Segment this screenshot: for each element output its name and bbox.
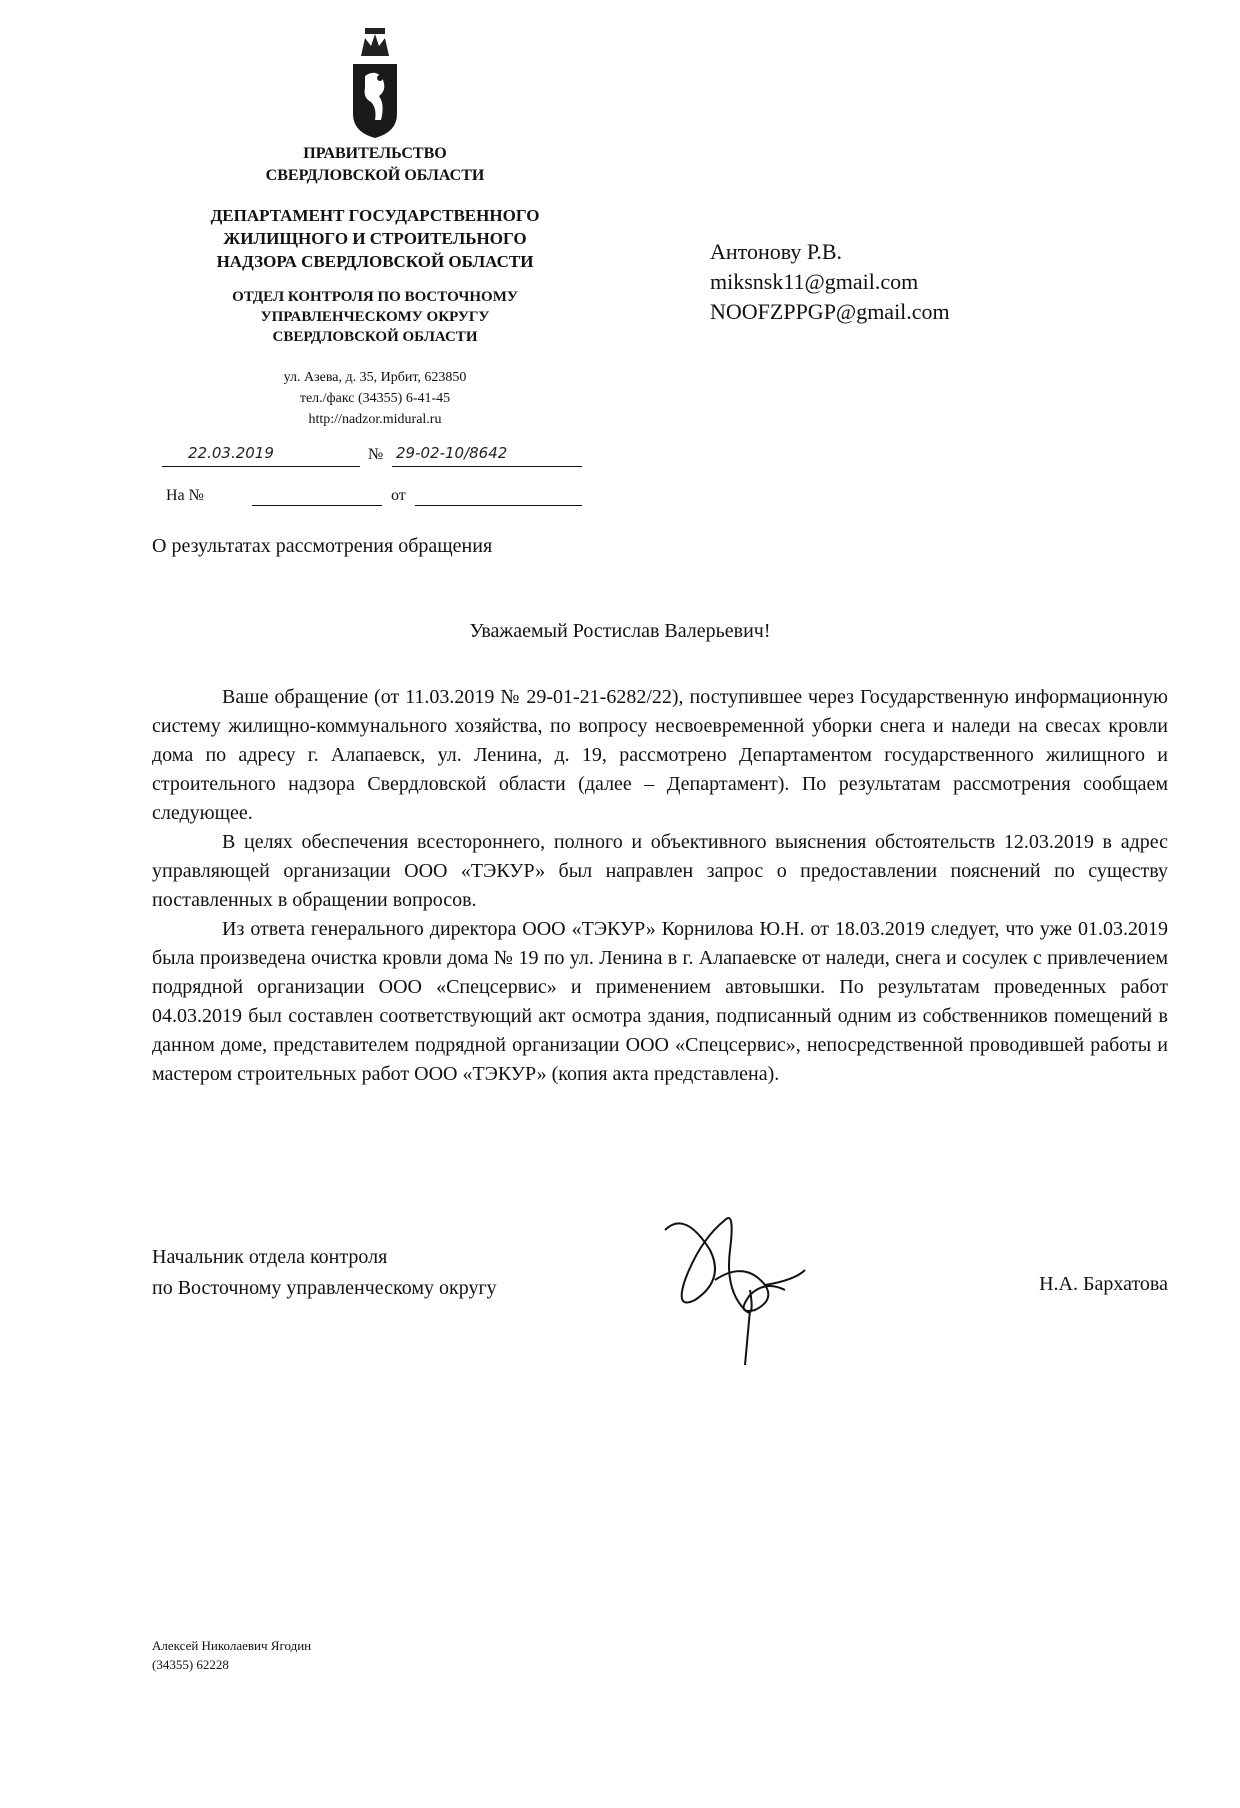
from-label: от <box>391 487 406 504</box>
addressee-block <box>710 237 950 327</box>
signer-position <box>152 1242 497 1304</box>
addressee-name: Антонову Р.В. <box>710 239 843 264</box>
division-line: СВЕРДЛОВСКОЙ ОБЛАСТИ <box>272 329 478 345</box>
department-name <box>150 204 600 273</box>
registration-number: 29-02-10/8642 <box>396 444 508 462</box>
registration-date: 22.03.2019 <box>188 444 274 462</box>
executor-block <box>152 1636 311 1674</box>
body-paragraph: В целях обеспечения всестороннего, полного и объективного выяснения обстоятельств 12.03.2019 в адрес управляющей организации ООО «ТЭКУР» был направлен запрос о предоставлении пояснений по существу поставленных в обращении вопросов. <box>152 831 1168 911</box>
division-name <box>150 287 600 347</box>
signer-position-line: по Восточному управленческому округу <box>152 1277 497 1299</box>
address-text: ул. Азева, д. 35, Ирбит, 623850 <box>283 370 467 385</box>
government-line: ПРАВИТЕЛЬСТВО <box>303 145 447 162</box>
department-line: ЖИЛИЩНОГО И СТРОИТЕЛЬНОГО <box>223 229 527 248</box>
executor-phone: (34355) 62228 <box>152 1657 229 1672</box>
date-underline <box>162 466 360 467</box>
phone-text: тел./факс (34355) 6-41-45 <box>299 391 451 406</box>
contact-block <box>150 367 600 430</box>
executor-name: Алексей Николаевич Ягодин <box>152 1638 312 1653</box>
website-link[interactable]: http://nadzor.midural.ru <box>308 412 442 427</box>
letter-greeting: Уважаемый Ростислав Валерьевич! <box>469 620 771 642</box>
signer-position-line: Начальник отдела контроля <box>152 1246 388 1268</box>
addressee-email[interactable]: miksnsk11@gmail.com <box>710 269 919 294</box>
ref-underline <box>252 505 382 506</box>
signer-name: Н.А. Бархатова <box>1039 1273 1168 1295</box>
department-line: НАДЗОРА СВЕРДЛОВСКОЙ ОБЛАСТИ <box>216 252 534 271</box>
government-line: СВЕРДЛОВСКОЙ ОБЛАСТИ <box>265 167 485 184</box>
letter-body <box>152 683 1168 1089</box>
letter-subject: О результатах рассмотрения обращения <box>152 535 493 557</box>
ref-label: На № <box>166 487 204 504</box>
number-underline <box>392 466 582 467</box>
coat-of-arms-icon <box>347 28 403 140</box>
division-line: УПРАВЛЕНЧЕСКОМУ ОКРУГУ <box>260 309 490 325</box>
from-underline <box>415 505 582 506</box>
addressee-email[interactable]: NOOFZPPGP@gmail.com <box>710 299 950 324</box>
handwritten-signature <box>655 1190 820 1365</box>
division-line: ОТДЕЛ КОНТРОЛЯ ПО ВОСТОЧНОМУ <box>232 289 518 305</box>
government-name <box>150 143 600 187</box>
department-line: ДЕПАРТАМЕНТ ГОСУДАРСТВЕННОГО <box>210 206 540 225</box>
body-paragraph: Ваше обращение (от 11.03.2019 № 29-01-21-6282/22), поступившее через Государственную информационную систему жилищно-коммунального хозяйства, по вопросу несвоевременной уборки снега и наледи на свесах кровли дома по адресу г. Алапаевск, ул. Ленина, д. 19, рассмотрено Департаментом государственного жилищного и строительного надзора Свердловской области (далее – Департамент). По результатам рассмотрения сообщаем следующее. <box>152 686 1168 824</box>
number-label: № <box>368 446 384 463</box>
body-paragraph: Из ответа генерального директора ООО «ТЭКУР» Корнилова Ю.Н. от 18.03.2019 следует, что уже 01.03.2019 была произведена очистка кровли дома № 19 по ул. Ленина в г. Алапаевске от наледи, снега и сосулек с привлечением подрядной организации ООО «Спецсервис» и применением автовышки. По результатам проведенных работ 04.03.2019 был составлен соответствующий акт осмотра здания, подписанный одним из собственников помещений в данном доме, представителем подрядной организации ООО «Спецсервис», непосредственной проводившей работы и мастером строительных работ ООО «ТЭКУР» (копия акта представлена). <box>152 918 1168 1085</box>
